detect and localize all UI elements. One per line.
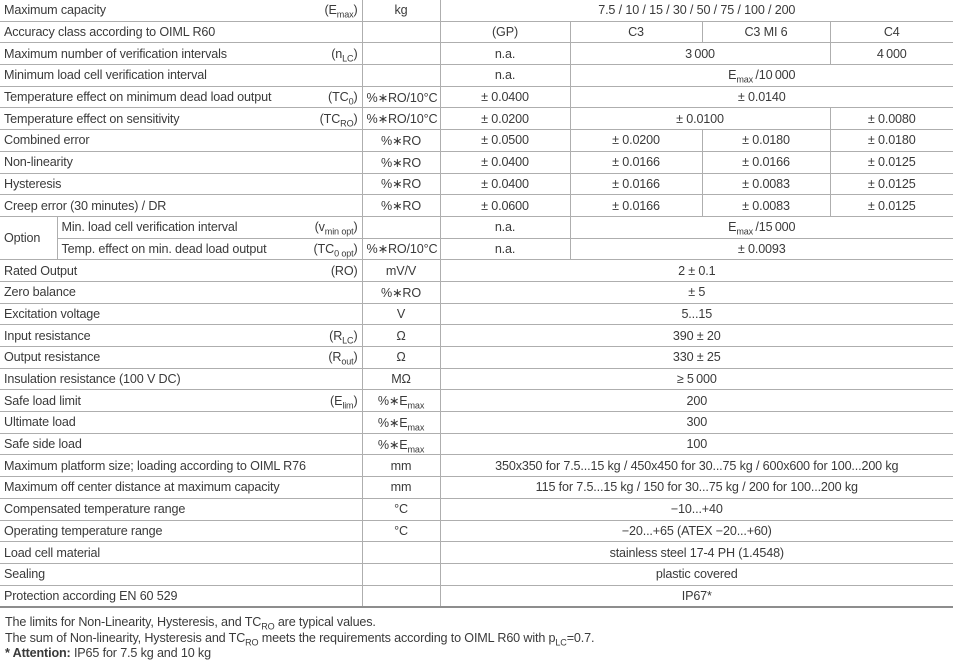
spec-row-unit (362, 563, 440, 585)
spec-value-cell: 7.5 / 10 / 15 / 30 / 50 / 75 / 100 / 200 (440, 0, 953, 21)
spec-symbol-text: $(TC_0)$ (328, 90, 358, 107)
spec-row-label (0, 108, 362, 130)
spec-value-cell: C3 (570, 21, 702, 43)
spec-label-text: Output resistance (4, 350, 101, 365)
table-row (0, 303, 953, 325)
spec-label-text: Minimum load cell verification interval (4, 68, 207, 83)
spec-row-unit: V (362, 303, 440, 325)
spec-row-label (0, 390, 362, 412)
footnotes (0, 608, 960, 661)
spec-value-cell: ± 0.0100 (570, 108, 830, 130)
table-row (0, 412, 953, 434)
spec-value-cell: ± 0.0166 (570, 173, 702, 195)
spec-value-cell: ± 0.0600 (440, 195, 570, 217)
spec-row-label (57, 238, 362, 260)
spec-value-cell: plastic covered (440, 563, 953, 585)
spec-value-cell: ± 0.0083 (702, 173, 830, 195)
spec-label-text: Non-linearity (4, 155, 73, 170)
spec-value-cell: 5...15 (440, 303, 953, 325)
spec-label-text: Compensated temperature range (4, 502, 186, 517)
spec-value-cell: −20...+65 (ATEX −20...+60) (440, 520, 953, 542)
spec-row-label (0, 542, 362, 564)
table-row (0, 86, 953, 108)
spec-symbol-text: (RO) (330, 263, 358, 278)
spec-symbol-text: $(R_{out})$ (328, 350, 358, 367)
spec-value-cell: ± 0.0125 (830, 151, 953, 173)
spec-symbol-text: $(n_{LC})$ (331, 46, 358, 64)
table-row (0, 325, 953, 347)
spec-label-text: Creep error (30 minutes) / DR (4, 198, 167, 213)
spec-value-cell: ± 0.0500 (440, 130, 570, 152)
spec-label-text: Combined error (4, 133, 90, 148)
table-row (0, 130, 953, 152)
table-row (0, 347, 953, 369)
spec-row-unit (362, 65, 440, 87)
spec-value-cell: ± 0.0125 (830, 195, 953, 217)
spec-label-text: Rated Output (4, 263, 78, 278)
spec-value-cell: ± 0.0140 (570, 86, 953, 108)
spec-row-unit (362, 542, 440, 564)
spec-row-unit: MΩ (362, 368, 440, 390)
spec-row-unit: %∗RO (362, 173, 440, 195)
spec-label-text: Operating temperature range (4, 523, 163, 538)
spec-label-text: Min. load cell verification interval (61, 220, 238, 235)
spec-value-cell: ± 5 (440, 281, 953, 303)
spec-label-text: Protection according EN 60 529 (4, 588, 178, 603)
spec-row-unit: kg (362, 0, 440, 21)
spec-label-text: Excitation voltage (4, 306, 101, 321)
spec-symbol-text: $(v_{min opt})$ (314, 220, 358, 237)
spec-row-label (0, 347, 362, 369)
spec-row-unit (362, 216, 440, 238)
footnote-oiml-sum: The sum of Non-linearity, Hysteresis and $TC_{RO}$ meets the requirements according to OIML R60 with $p_{LC}=0.7$. (5, 630, 595, 648)
spec-row-label (0, 130, 362, 152)
spec-value-cell: ± 0.0166 (702, 151, 830, 173)
table-row (0, 368, 953, 390)
spec-value-cell: ± 0.0400 (440, 151, 570, 173)
table-row (0, 0, 953, 21)
spec-value-cell: ± 0.0125 (830, 173, 953, 195)
spec-row-label (0, 455, 362, 477)
spec-value-cell: −10...+40 (440, 498, 953, 520)
table-row (0, 542, 953, 564)
spec-value-cell: C3 MI 6 (702, 21, 830, 43)
table-row (0, 21, 953, 43)
spec-label-text: Safe load limit (4, 393, 81, 408)
spec-row-label (0, 412, 362, 434)
spec-value-cell: ± 0.0200 (440, 108, 570, 130)
spec-label-text: Ultimate load (4, 415, 76, 430)
spec-value-cell: 350x350 for 7.5...15 kg / 450x450 for 30...75 kg / 600x600 for 100...200 kg (440, 455, 953, 477)
spec-value-cell: stainless steel 17-4 PH (1.4548) (440, 542, 953, 564)
spec-symbol-text: $(TC_{0 opt})$ (313, 241, 358, 259)
spec-row-unit (362, 21, 440, 43)
table-row (0, 390, 953, 412)
spec-label-text: Maximum off center distance at maximum capacity (4, 480, 280, 495)
spec-row-unit: $\%∗E_{max}$ (362, 433, 440, 455)
spec-row-label (0, 477, 362, 499)
table-row (0, 216, 953, 238)
spec-value-cell: n.a. (440, 43, 570, 65)
spec-row-label (0, 173, 362, 195)
spec-value-cell: 3 000 (570, 43, 830, 65)
spec-label-text: Zero balance (4, 285, 76, 300)
spec-row-label (0, 498, 362, 520)
spec-value-cell: 200 (440, 390, 953, 412)
table-row (0, 281, 953, 303)
spec-label-text: Maximum number of verification intervals (4, 46, 227, 61)
spec-row-label (0, 86, 362, 108)
spec-row-unit: $\%∗E_{max}$ (362, 412, 440, 434)
spec-row-label (0, 585, 362, 607)
spec-label-text: Sealing (4, 567, 45, 582)
spec-symbol-text: $(E_{max})$ (324, 3, 358, 20)
spec-label-text: Maximum capacity (4, 3, 106, 18)
table-row (0, 195, 953, 217)
table-row (0, 520, 953, 542)
spec-label-text: Insulation resistance (100 V DC) (4, 372, 181, 387)
table-row (0, 173, 953, 195)
spec-value-cell: ± 0.0200 (570, 130, 702, 152)
spec-row-unit: mm (362, 455, 440, 477)
spec-row-unit: Ω (362, 347, 440, 369)
spec-row-label (0, 195, 362, 217)
spec-value-cell: 390 ± 20 (440, 325, 953, 347)
spec-row-unit: °C (362, 520, 440, 542)
spec-label-text: Temperature effect on minimum dead load output (4, 90, 272, 105)
spec-row-label (0, 21, 362, 43)
spec-label-text: Accuracy class according to OIML R60 (4, 25, 216, 40)
spec-value-cell: $E_{max}$ /10 000 (570, 65, 953, 87)
spec-row-unit: %∗RO (362, 195, 440, 217)
spec-row-unit (362, 43, 440, 65)
table-row (0, 65, 953, 87)
spec-row-unit: mV/V (362, 260, 440, 282)
option-group-cell: Option (0, 216, 57, 259)
spec-row-label (0, 260, 362, 282)
spec-row-label (0, 43, 362, 65)
spec-row-label (0, 563, 362, 585)
spec-row-label (0, 281, 362, 303)
spec-symbol-text: $(R_{LC})$ (329, 328, 358, 346)
spec-row-label (0, 433, 362, 455)
spec-row-unit: %∗RO (362, 281, 440, 303)
spec-value-cell: 115 for 7.5...15 kg / 150 for 30...75 kg / 200 for 100...200 kg (440, 477, 953, 499)
spec-row-label (0, 520, 362, 542)
spec-value-cell: 100 (440, 433, 953, 455)
spec-value-cell: n.a. (440, 216, 570, 238)
spec-symbol-text: $(E_{lim})$ (330, 393, 358, 411)
spec-value-cell: $E_{max}$ /15 000 (570, 216, 953, 238)
spec-row-label (0, 65, 362, 87)
spec-value-cell: ± 0.0166 (570, 195, 702, 217)
spec-row-label (0, 368, 362, 390)
spec-label-text: Safe side load (4, 437, 82, 452)
spec-value-cell: (GP) (440, 21, 570, 43)
spec-row-label (0, 325, 362, 347)
table-row (0, 151, 953, 173)
spec-value-cell: ± 0.0180 (830, 130, 953, 152)
spec-symbol-text: $(TC_{RO})$ (319, 111, 358, 129)
spec-row-unit: $\%∗E_{max}$ (362, 390, 440, 412)
table-row (0, 433, 953, 455)
spec-value-cell: ± 0.0166 (570, 151, 702, 173)
spec-value-cell: ≥ 5 000 (440, 368, 953, 390)
spec-label-text: Temp. effect on min. dead load output (61, 241, 267, 256)
spec-value-cell: ± 0.0400 (440, 86, 570, 108)
spec-label-text: Load cell material (4, 545, 101, 560)
footnote-typical-values: The limits for Non-Linearity, Hysteresis, and $TC_{RO}$ are typical values. (5, 615, 376, 632)
spec-row-label (0, 303, 362, 325)
spec-value-cell: ± 0.0093 (570, 238, 953, 260)
table-row (0, 455, 953, 477)
spec-value-cell: C4 (830, 21, 953, 43)
spec-value-cell: 330 ± 25 (440, 347, 953, 369)
table-row (0, 585, 953, 607)
spec-label-text: Input resistance (4, 328, 91, 343)
spec-row-unit: %∗RO/10°C (362, 108, 440, 130)
spec-value-cell: ± 0.0080 (830, 108, 953, 130)
table-row (0, 260, 953, 282)
spec-row-unit: %∗RO/10°C (362, 86, 440, 108)
table-row (0, 498, 953, 520)
spec-label-text: Temperature effect on sensitivity (4, 111, 180, 126)
spec-value-cell: 300 (440, 412, 953, 434)
table-row (0, 563, 953, 585)
spec-value-cell: ± 0.0083 (702, 195, 830, 217)
spec-row-unit: Ω (362, 325, 440, 347)
spec-value-cell: 4 000 (830, 43, 953, 65)
spec-value-cell: IP67* (440, 585, 953, 607)
spec-row-unit: mm (362, 477, 440, 499)
table-row (0, 43, 953, 65)
spec-row-label (57, 216, 362, 238)
spec-value-cell: ± 0.0180 (702, 130, 830, 152)
spec-row-unit (362, 585, 440, 607)
spec-row-unit: %∗RO (362, 130, 440, 152)
spec-label-text: Hysteresis (4, 176, 62, 191)
spec-value-cell: n.a. (440, 238, 570, 260)
spec-value-cell: n.a. (440, 65, 570, 87)
spec-row-label (0, 0, 362, 21)
spec-value-cell: ± 0.0400 (440, 173, 570, 195)
spec-row-label (0, 151, 362, 173)
table-row (0, 477, 953, 499)
footnote-attention: * Attention: IP65 for 7.5 kg and 10 kg (5, 645, 211, 660)
spec-label-text: Maximum platform size; loading according to OIML R76 (4, 458, 306, 473)
spec-row-unit: %∗RO/10°C (362, 238, 440, 260)
table-row (0, 108, 953, 130)
spec-row-unit: %∗RO (362, 151, 440, 173)
spec-row-unit: °C (362, 498, 440, 520)
spec-value-cell: 2 ± 0.1 (440, 260, 953, 282)
table-row (0, 238, 953, 260)
